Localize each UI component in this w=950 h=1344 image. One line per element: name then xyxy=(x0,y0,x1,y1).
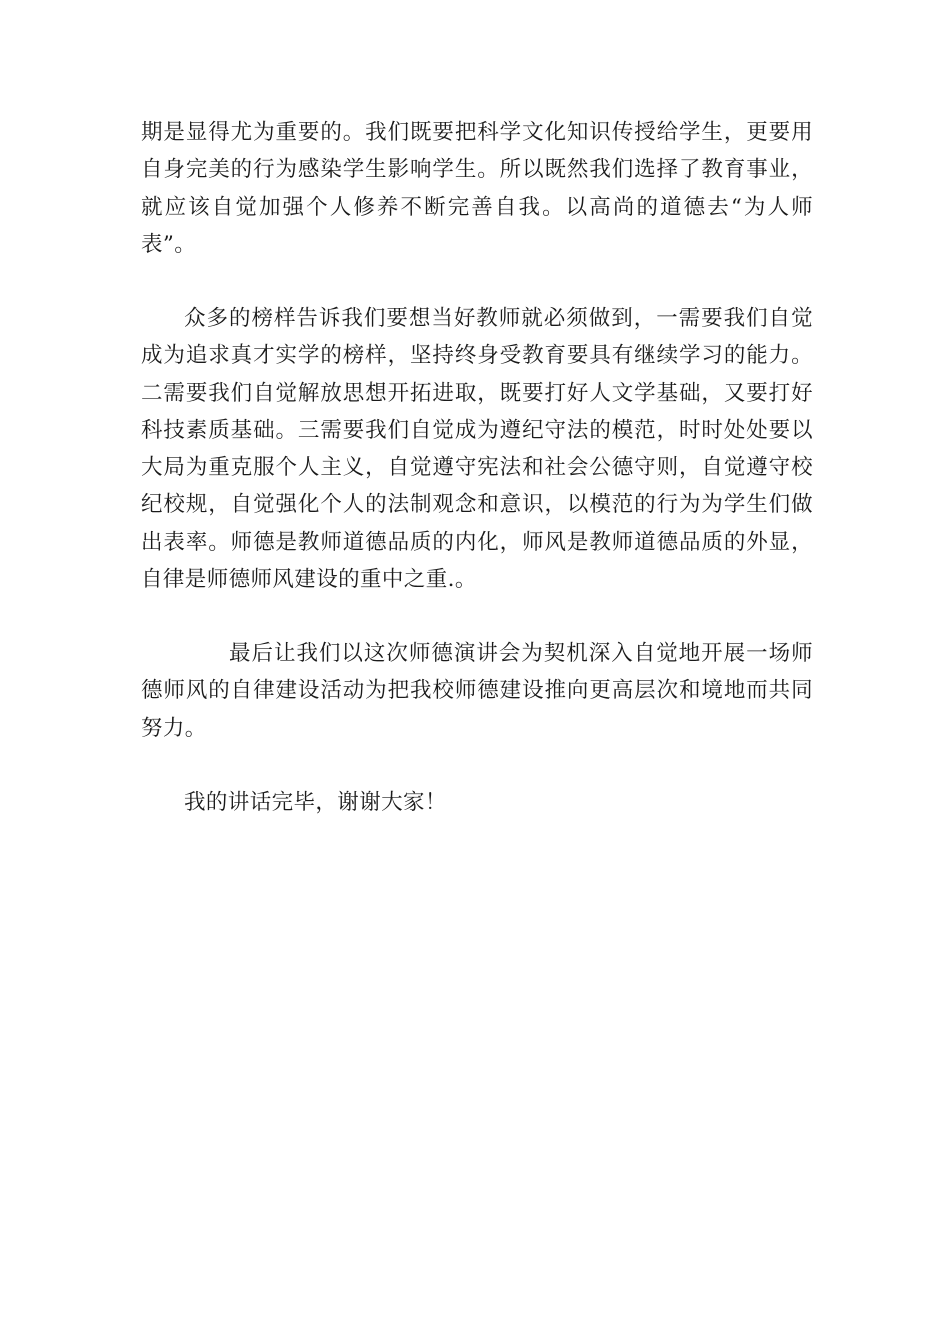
paragraph-3: 最后让我们以这次师德演讲会为契机深入自觉地开展一场师德师风的自律建设活动为把我校师德建设推向更高层次和境地而共同努力。 xyxy=(141,641,813,741)
paragraph-1: 期是显得尤为重要的。我们既要把科学文化知识传授给学生，更要用自身完美的行为感染学生影响学生。所以既然我们选择了教育事业，就应该自觉加强个人修养不断完善自我。以高尚的道德去“为人师表”。 xyxy=(141,120,813,257)
paragraph-2: 众多的榜样告诉我们要想当好教师就必须做到，一需要我们自觉成为追求真才实学的榜样，坚持终身受教育要具有继续学习的能力。二需要我们自觉解放思想开拓进取，既要打好人文学基础，又要打好科技素质基础。三需要我们自觉成为遵纪守法的模范，时时处处要以大局为重克服个人主义，自觉遵守宪法和社会公德守则，自觉遵守校纪校规，自觉强化个人的法制观念和意识，以模范的行为为学生们做出表率。师德是教师道德品质的内化，师风是教师道德品质的外显，自律是师德师风建设的重中之重.。 xyxy=(141,306,813,593)
paragraph-4: 我的讲话完毕，谢谢大家！ xyxy=(184,790,447,815)
